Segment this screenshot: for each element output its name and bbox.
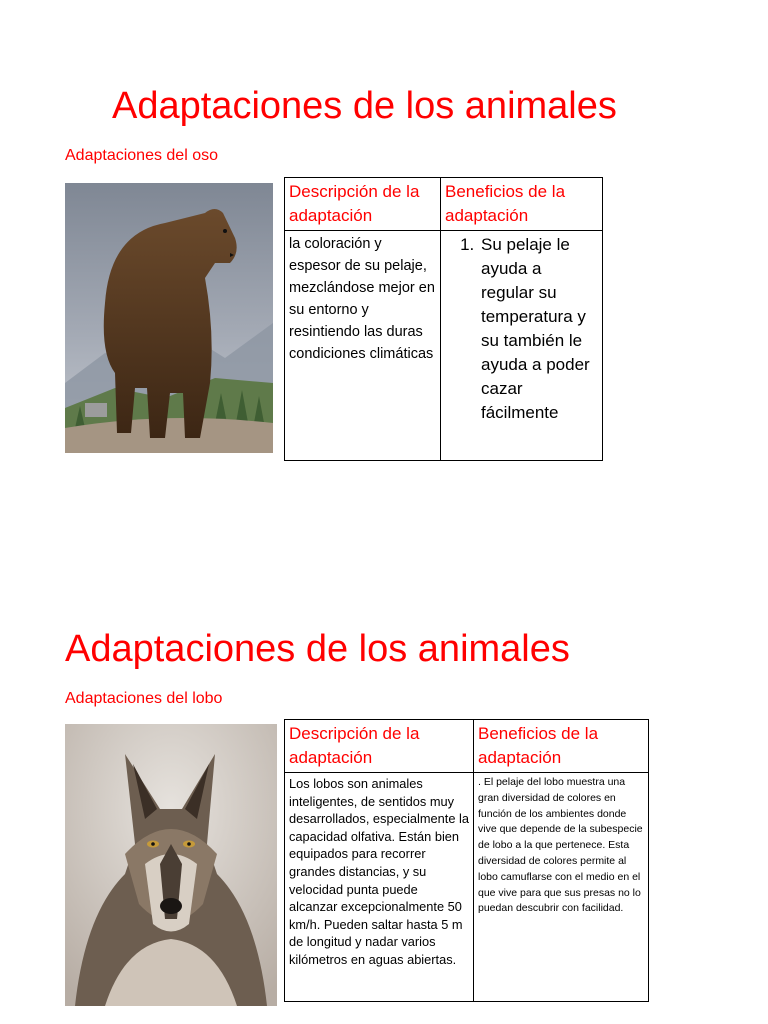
section2-header-description: Descripción de la adaptación: [285, 720, 474, 773]
section1-title: Adaptaciones de los animales: [112, 85, 617, 127]
section1-subtitle: Adaptaciones del oso: [65, 147, 218, 164]
section2-table: [284, 719, 649, 1002]
section2-header-benefits: Beneficios de la adaptación: [474, 720, 649, 773]
section1-benefits-list: [445, 233, 598, 425]
section2-benefits-cell: . El pelaje del lobo muestra una gran diversidad de colores en función de los ambientes donde vive que depende de la subespecie de lobo a la que pertenece. Esta diversidad de colores permite al lobo camuflarse con el medio en el que vive para que sus presas no lo puedan descubrir con facilidad.: [474, 773, 649, 1002]
section1-table: [284, 177, 603, 461]
section2-subtitle: Adaptaciones del lobo: [65, 690, 223, 707]
section1-benefit-item: 1. Su pelaje le ayuda a regular su temperatura y su también le ayuda a poder cazar fácilmente: [479, 233, 598, 425]
section2-description-cell: Los lobos son animales inteligentes, de sentidos muy desarrollados, especialmente la capacidad olfativa. Están bien equipados para recorrer grandes distancias, y su velocidad punta puede alcanzar excepcionalmente 50 km/h. Pueden saltar hasta 5 m de longitud y nadar varios kilómetros en aguas abiertas.: [285, 773, 474, 1002]
section1-benefits-cell: [441, 231, 603, 461]
section2-title: Adaptaciones de los animales: [65, 628, 570, 670]
wolf-image: [65, 724, 277, 1006]
section1-description-cell: la coloración y espesor de su pelaje, mezclándose mejor en su entorno y resintiendo las duras condiciones climáticas: [285, 231, 441, 461]
section1-header-benefits: Beneficios de la adaptación: [441, 178, 603, 231]
bear-image: [65, 183, 273, 453]
section1-header-description: Descripción de la adaptación: [285, 178, 441, 231]
